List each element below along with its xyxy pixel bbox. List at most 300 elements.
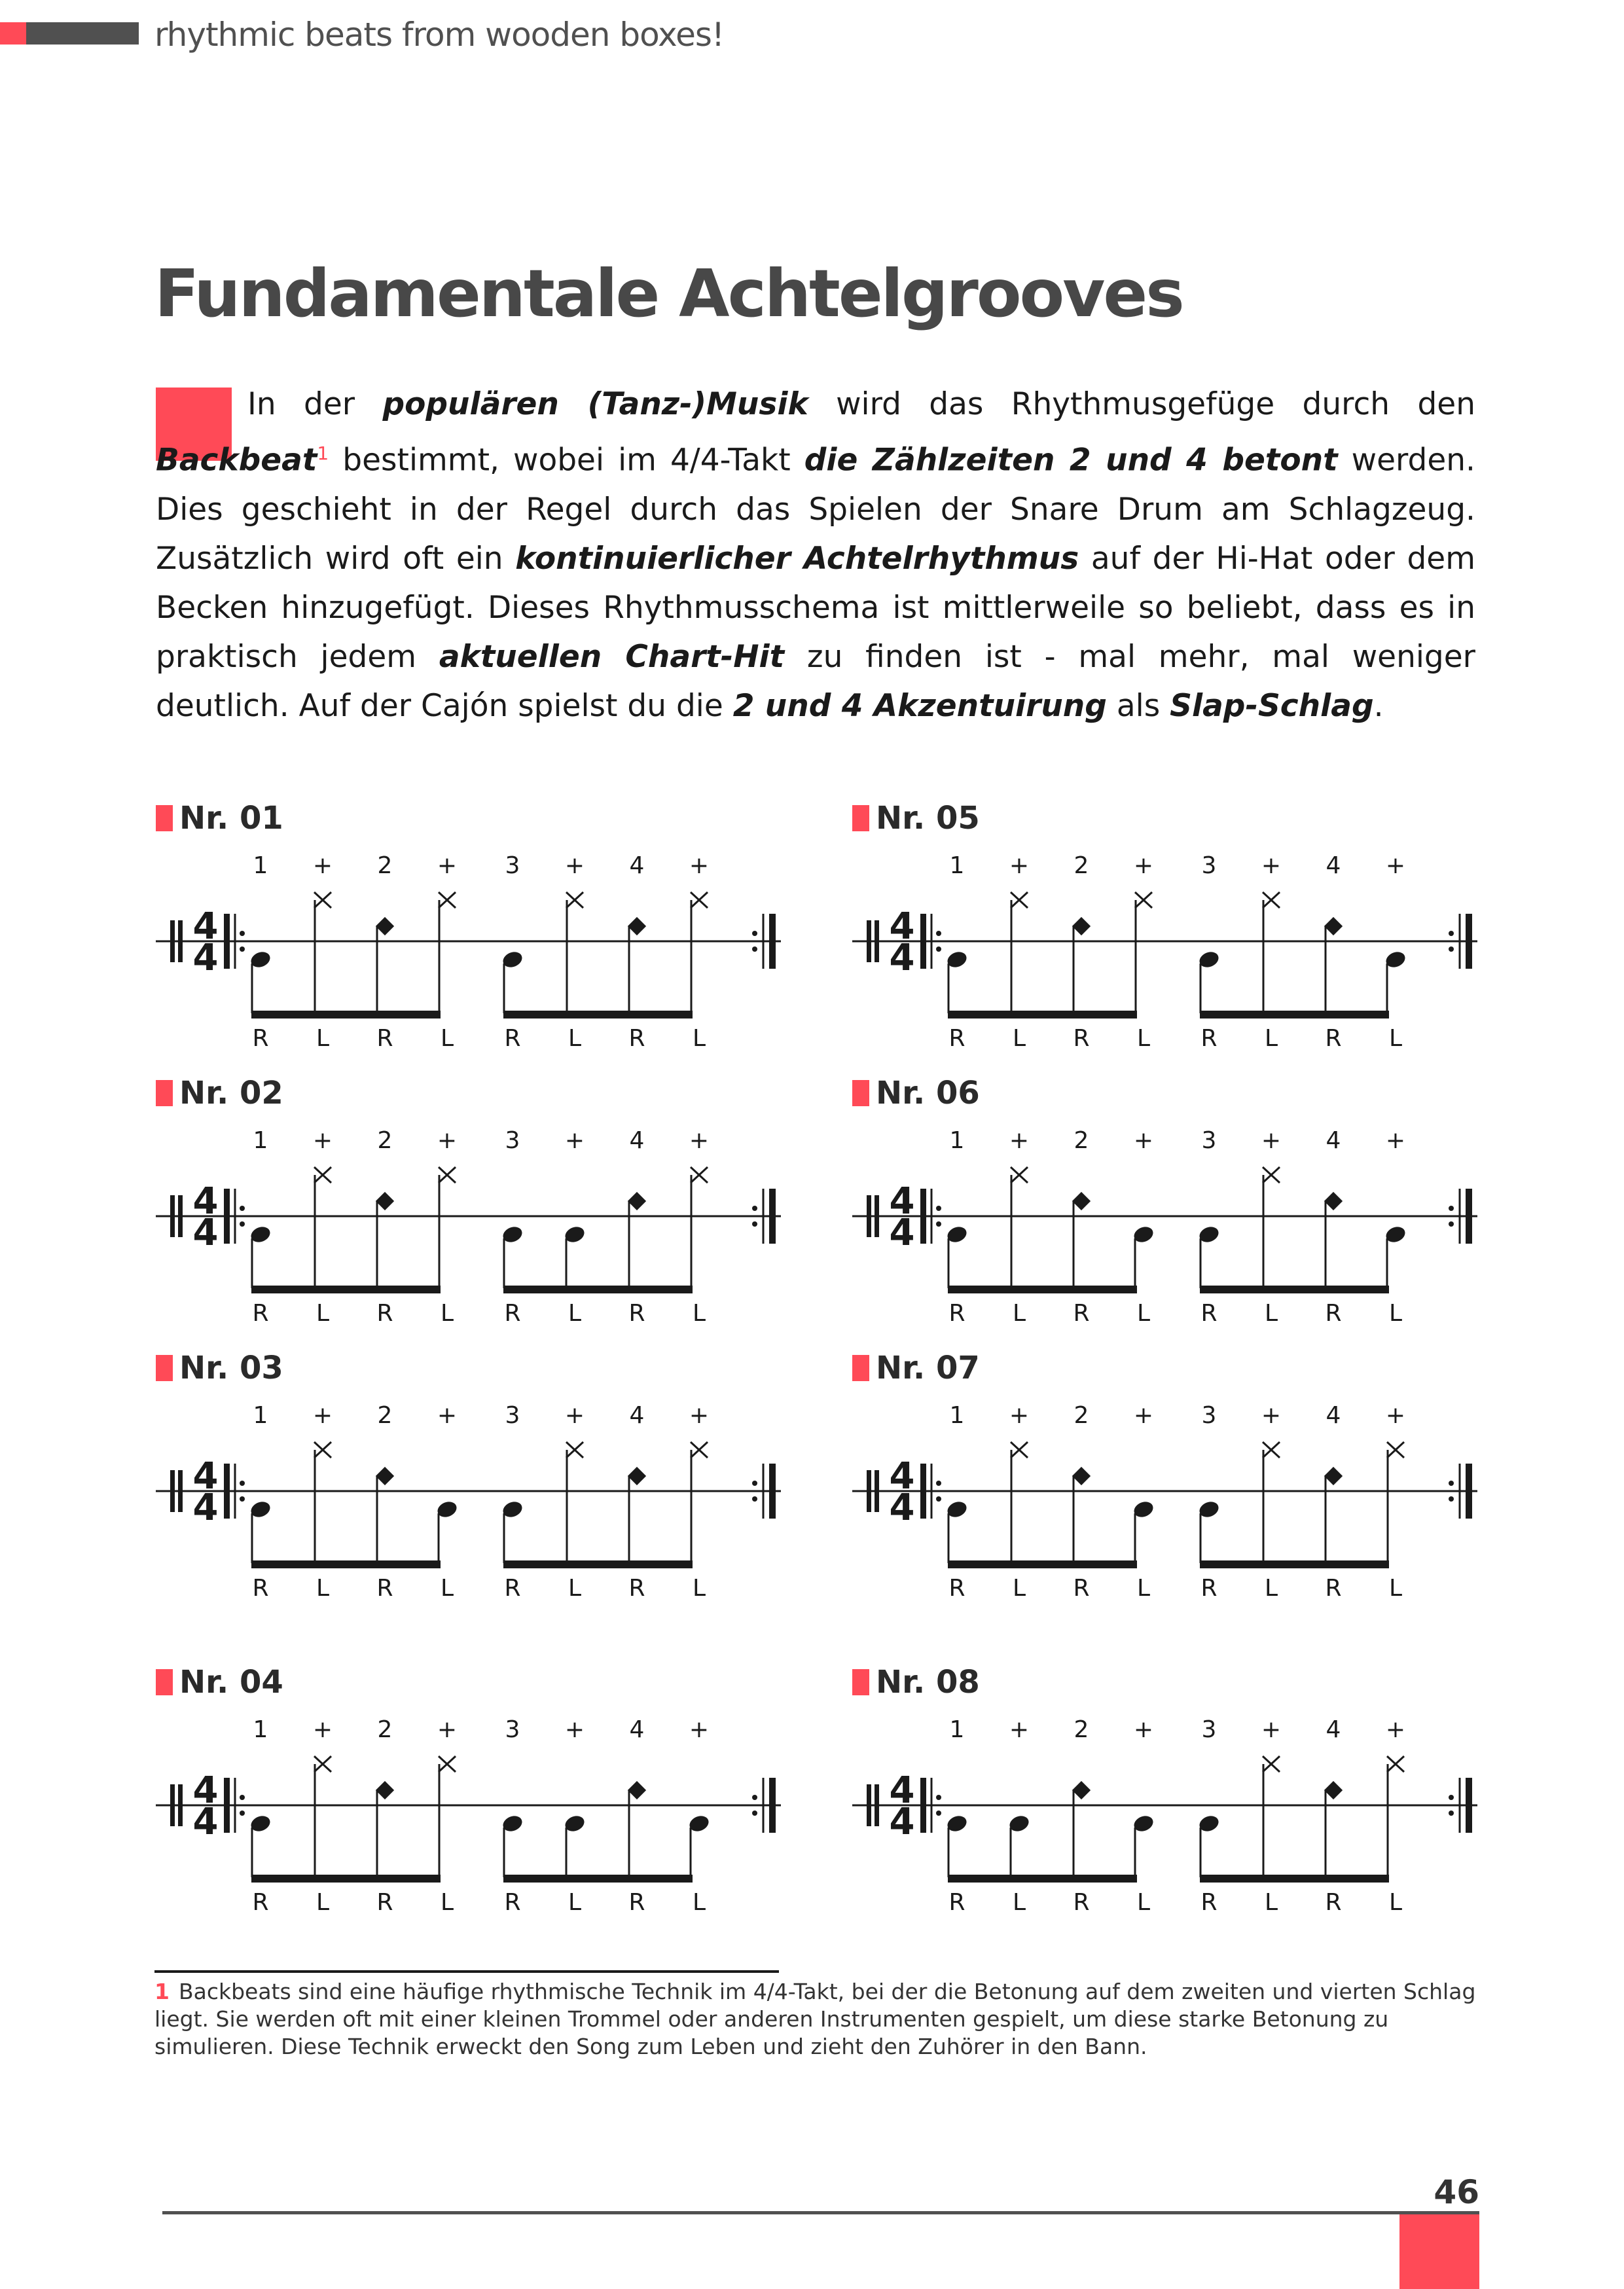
time-signature-top: 4 — [889, 1769, 915, 1812]
header-accent-bar — [0, 22, 26, 45]
slap-note — [628, 1781, 646, 1799]
sticking-label: R — [252, 1575, 269, 1602]
percussion-clef-bar — [178, 1470, 183, 1512]
count-label: 1 — [949, 1716, 965, 1743]
sticking-label: L — [1264, 1889, 1278, 1916]
sticking-label: L — [692, 1575, 706, 1602]
sticking-label: R — [1325, 1025, 1342, 1052]
count-label: 3 — [1201, 1716, 1217, 1743]
time-signature-bottom: 4 — [889, 1487, 915, 1529]
slap-note — [376, 1192, 394, 1210]
sticking-label: R — [252, 1025, 269, 1052]
exercise-label: Nr. 01 — [179, 800, 283, 837]
drum-staff — [156, 1714, 804, 1923]
slap-note — [376, 917, 394, 935]
repeat-dot — [936, 1221, 941, 1227]
count-label: 4 — [1326, 852, 1341, 879]
sticking-label: L — [440, 1889, 454, 1916]
sticking-label: L — [1012, 1025, 1026, 1052]
slap-note — [1324, 1467, 1343, 1485]
percussion-clef-bar — [875, 1195, 879, 1237]
repeat-start-thick — [920, 1778, 926, 1833]
beam — [1200, 1286, 1389, 1293]
repeat-end-thick — [1466, 1778, 1472, 1833]
sticking-label: L — [1264, 1300, 1278, 1327]
count-label: 4 — [1326, 1402, 1341, 1429]
slap-note — [1324, 1781, 1343, 1799]
count-label: + — [1385, 852, 1406, 879]
count-label: + — [1261, 1716, 1282, 1743]
repeat-dot — [1449, 1221, 1454, 1227]
count-label: + — [437, 1127, 458, 1154]
count-label: 1 — [949, 1127, 965, 1154]
repeat-dot — [1449, 946, 1454, 952]
repeat-end-thick — [769, 1189, 776, 1244]
page-title: Fundamentale Achtelgrooves — [154, 255, 1183, 332]
footnote-number: 1 — [154, 1979, 170, 2004]
intro-text: . — [1373, 687, 1384, 724]
exercise-header — [852, 1073, 980, 1113]
exercise-header — [156, 1663, 283, 1702]
slap-note — [1072, 917, 1091, 935]
exercise-marker — [852, 805, 869, 831]
exercise-header — [852, 799, 980, 838]
sticking-label: L — [1388, 1300, 1403, 1327]
count-label: 3 — [505, 1716, 520, 1743]
drum-staff — [156, 850, 804, 1059]
intro-emphasis: Slap-Schlag — [1170, 687, 1374, 724]
sticking-label: L — [1388, 1025, 1403, 1052]
exercise-label: Nr. 06 — [876, 1075, 980, 1111]
sticking-label: L — [1012, 1575, 1026, 1602]
count-label: 1 — [949, 852, 965, 879]
beam — [1200, 1011, 1389, 1018]
slap-note — [1324, 1192, 1343, 1210]
repeat-end-thick — [769, 1464, 776, 1519]
exercise-marker — [852, 1669, 869, 1695]
sticking-label: R — [504, 1300, 521, 1327]
time-signature-bottom: 4 — [889, 1801, 915, 1843]
count-label: 1 — [253, 1127, 268, 1154]
sticking-label: R — [1073, 1025, 1090, 1052]
repeat-dot — [752, 1221, 757, 1227]
repeat-dot — [936, 1206, 941, 1211]
percussion-clef-bar — [170, 1195, 175, 1237]
beam — [251, 1286, 441, 1293]
exercise-label: Nr. 02 — [179, 1075, 283, 1111]
sticking-label: L — [440, 1025, 454, 1052]
exercise-marker — [156, 1355, 173, 1381]
repeat-dot — [240, 931, 245, 936]
count-label: + — [564, 1716, 585, 1743]
count-label: 4 — [629, 1716, 645, 1743]
repeat-end-thick — [769, 1778, 776, 1833]
repeat-dot — [1449, 1481, 1454, 1486]
slap-note — [1072, 1781, 1091, 1799]
footnote-text: Backbeats sind eine häufige rhythmische Technik im 4/4-Takt, bei der die Betonung auf dem zweiten und vierten Schlag liegt. Sie werden oft mit einer kleinen Trommel oder anderen Instrumenten gespielt, um diese starke Betonung zu simulieren. Diese Technik erweckt den Song zum Leben und zieht den Zuhörer in den Bann. — [154, 1979, 1476, 2059]
slap-note — [628, 1467, 646, 1485]
sticking-label: L — [1388, 1889, 1403, 1916]
repeat-dot — [752, 1481, 757, 1486]
sticking-label: R — [1200, 1575, 1218, 1602]
count-label: + — [1261, 852, 1282, 879]
beam — [948, 1286, 1137, 1293]
exercise-marker — [852, 1355, 869, 1381]
intro-emphasis: populären (Tanz-)Musik — [382, 386, 808, 422]
footnote-marker: 1 — [317, 442, 329, 464]
count-label: + — [1133, 1716, 1154, 1743]
sticking-label: R — [504, 1025, 521, 1052]
sticking-label: L — [1136, 1575, 1151, 1602]
count-label: 1 — [253, 1402, 268, 1429]
repeat-dot — [936, 946, 941, 952]
time-signature-bottom: 4 — [889, 1212, 915, 1254]
exercise-marker — [156, 1080, 173, 1106]
count-label: + — [689, 1402, 710, 1429]
count-label: + — [689, 1127, 710, 1154]
beam — [251, 1875, 441, 1883]
time-signature-bottom: 4 — [192, 1801, 219, 1843]
repeat-end-thick — [1466, 914, 1472, 969]
count-label: 4 — [629, 1127, 645, 1154]
sticking-label: R — [1200, 1889, 1218, 1916]
repeat-start-thick — [224, 1464, 230, 1519]
count-label: + — [437, 1716, 458, 1743]
sticking-label: L — [1264, 1025, 1278, 1052]
count-label: + — [1385, 1716, 1406, 1743]
count-label: + — [689, 1716, 710, 1743]
sticking-label: L — [1012, 1889, 1026, 1916]
count-label: 3 — [1201, 1127, 1217, 1154]
sticking-label: L — [1012, 1300, 1026, 1327]
beam — [948, 1560, 1137, 1568]
count-label: 2 — [1074, 1402, 1089, 1429]
intro-text: bestimmt, wobei im 4/4-Takt — [329, 442, 804, 478]
repeat-end-thick — [1466, 1189, 1472, 1244]
sticking-label: R — [1073, 1889, 1090, 1916]
percussion-clef-bar — [178, 920, 183, 962]
sticking-label: R — [628, 1575, 645, 1602]
beam — [503, 1560, 693, 1568]
repeat-dot — [240, 1496, 245, 1502]
sticking-label: L — [316, 1300, 330, 1327]
exercise-header — [156, 1348, 283, 1388]
time-signature-top: 4 — [192, 1180, 219, 1223]
count-label: 3 — [505, 852, 520, 879]
footnote — [154, 1978, 1477, 2061]
sticking-label: L — [1388, 1575, 1403, 1602]
sticking-label: L — [568, 1889, 582, 1916]
time-signature-top: 4 — [192, 905, 219, 948]
sticking-label: R — [1325, 1300, 1342, 1327]
count-label: + — [437, 1402, 458, 1429]
repeat-dot — [240, 1795, 245, 1800]
repeat-dot — [240, 1481, 245, 1486]
repeat-end-thick — [1466, 1464, 1472, 1519]
slap-note — [1072, 1467, 1091, 1485]
sticking-label: R — [376, 1575, 393, 1602]
exercise-header — [852, 1663, 980, 1702]
count-label: + — [312, 1716, 333, 1743]
exercise-01 — [156, 799, 810, 1060]
repeat-start-thick — [920, 1189, 926, 1244]
percussion-clef-bar — [875, 920, 879, 962]
count-label: 1 — [253, 852, 268, 879]
exercise-header — [156, 799, 283, 838]
count-label: + — [564, 1402, 585, 1429]
sticking-label: R — [948, 1575, 965, 1602]
sticking-label: R — [376, 1889, 393, 1916]
repeat-dot — [1449, 1206, 1454, 1211]
sticking-label: R — [252, 1889, 269, 1916]
percussion-clef-bar — [875, 1470, 879, 1512]
repeat-dot — [240, 1221, 245, 1227]
repeat-dot — [936, 1481, 941, 1486]
repeat-dot — [752, 946, 757, 952]
sticking-label: L — [1136, 1025, 1151, 1052]
time-signature-bottom: 4 — [192, 937, 219, 979]
sticking-label: L — [440, 1300, 454, 1327]
count-label: + — [1385, 1127, 1406, 1154]
sticking-label: R — [948, 1300, 965, 1327]
percussion-clef-bar — [170, 920, 175, 962]
slap-note — [376, 1467, 394, 1485]
time-signature-top: 4 — [889, 905, 915, 948]
repeat-dot — [752, 1206, 757, 1211]
repeat-dot — [1449, 1811, 1454, 1816]
sticking-label: R — [628, 1300, 645, 1327]
sticking-label: L — [316, 1025, 330, 1052]
repeat-start-thick — [224, 914, 230, 969]
intro-emphasis: Backbeat — [156, 442, 317, 478]
count-label: 3 — [1201, 852, 1217, 879]
running-head: rhythmic beats from wooden boxes! — [154, 16, 725, 54]
percussion-clef-bar — [178, 1195, 183, 1237]
sticking-label: L — [692, 1025, 706, 1052]
drum-staff — [852, 1714, 1500, 1923]
percussion-clef-bar — [178, 1784, 183, 1826]
percussion-clef-bar — [875, 1784, 879, 1826]
beam — [503, 1875, 693, 1883]
repeat-dot — [936, 1496, 941, 1502]
count-label: + — [1133, 1127, 1154, 1154]
drum-staff — [852, 1125, 1500, 1334]
repeat-dot — [752, 931, 757, 936]
sticking-label: R — [1325, 1889, 1342, 1916]
time-signature-top: 4 — [192, 1455, 219, 1498]
time-signature-top: 4 — [192, 1769, 219, 1812]
beam — [948, 1875, 1137, 1883]
repeat-dot — [240, 1811, 245, 1816]
intro-text: als — [1106, 687, 1170, 724]
count-label: 2 — [1074, 1127, 1089, 1154]
exercise-header — [852, 1348, 980, 1388]
count-label: 2 — [1074, 1716, 1089, 1743]
exercise-05 — [852, 799, 1507, 1060]
slap-note — [1324, 917, 1343, 935]
count-label: 1 — [949, 1402, 965, 1429]
count-label: 2 — [377, 1716, 393, 1743]
repeat-dot — [752, 1811, 757, 1816]
sticking-label: L — [568, 1575, 582, 1602]
intro-emphasis: aktuellen Chart-Hit — [439, 638, 785, 675]
repeat-dot — [752, 1496, 757, 1502]
sticking-label: R — [628, 1889, 645, 1916]
sticking-label: L — [1136, 1889, 1151, 1916]
beam — [503, 1286, 693, 1293]
exercise-08 — [852, 1663, 1507, 1924]
count-label: + — [1009, 1127, 1030, 1154]
beam — [251, 1011, 441, 1018]
beam — [251, 1560, 441, 1568]
percussion-clef-bar — [867, 1784, 871, 1826]
count-label: 4 — [629, 1402, 645, 1429]
exercise-marker — [156, 805, 173, 831]
count-label: + — [564, 852, 585, 879]
drum-staff — [852, 1399, 1500, 1609]
count-label: + — [1133, 1402, 1154, 1429]
sticking-label: L — [568, 1300, 582, 1327]
slap-note — [628, 1192, 646, 1210]
count-label: + — [1261, 1127, 1282, 1154]
drum-staff — [156, 1399, 804, 1609]
header-gray-bar — [26, 22, 139, 45]
footer-rule — [162, 2211, 1479, 2214]
intro-text: werden. Dies geschieht in der Regel durch das Spielen der Snare Drum am Schlagzeug. Zusätzlich wird oft ein — [156, 442, 1475, 577]
time-signature-top: 4 — [889, 1455, 915, 1498]
count-label: + — [437, 852, 458, 879]
exercise-04 — [156, 1663, 810, 1924]
repeat-dot — [936, 1795, 941, 1800]
beam — [948, 1011, 1137, 1018]
percussion-clef-bar — [867, 1470, 871, 1512]
exercise-label: Nr. 07 — [876, 1350, 980, 1386]
percussion-clef-bar — [170, 1784, 175, 1826]
count-label: 2 — [377, 1402, 393, 1429]
count-label: 4 — [629, 852, 645, 879]
sticking-label: L — [692, 1300, 706, 1327]
beam — [503, 1011, 693, 1018]
intro-emphasis: die Zählzeiten 2 und 4 betont — [804, 442, 1338, 478]
time-signature-top: 4 — [889, 1180, 915, 1223]
repeat-dot — [1449, 1496, 1454, 1502]
repeat-dot — [936, 1811, 941, 1816]
exercise-label: Nr. 03 — [179, 1350, 283, 1386]
beam — [1200, 1560, 1389, 1568]
exercise-07 — [852, 1348, 1507, 1610]
repeat-start-thick — [920, 1464, 926, 1519]
count-label: 4 — [1326, 1127, 1341, 1154]
sticking-label: R — [1073, 1575, 1090, 1602]
intro-text: In der — [247, 386, 383, 422]
sticking-label: L — [316, 1575, 330, 1602]
intro-emphasis: kontinuierlicher Achtelrhythmus — [515, 540, 1079, 577]
sticking-label: R — [1073, 1300, 1090, 1327]
count-label: + — [1009, 1716, 1030, 1743]
count-label: + — [1385, 1402, 1406, 1429]
intro-text: zu finden ist - mal mehr, mal weniger deutlich. Auf der Cajón spielst du die — [156, 638, 1476, 724]
count-label: 3 — [505, 1127, 520, 1154]
sticking-label: R — [376, 1300, 393, 1327]
exercise-label: Nr. 05 — [876, 800, 980, 837]
page-number: 46 — [1434, 2173, 1479, 2211]
time-signature-bottom: 4 — [192, 1212, 219, 1254]
percussion-clef-bar — [170, 1470, 175, 1512]
intro-text: auf der Hi-Hat oder dem Becken hinzugefügt. Dieses Rhythmusschema ist mittlerweile so beliebt, dass es in praktisch jedem — [156, 540, 1475, 675]
count-label: 1 — [253, 1716, 268, 1743]
sticking-label: R — [1200, 1300, 1218, 1327]
time-signature-bottom: 4 — [889, 937, 915, 979]
count-label: 4 — [1326, 1716, 1341, 1743]
footer-accent-block — [1399, 2214, 1479, 2289]
time-signature-bottom: 4 — [192, 1487, 219, 1529]
repeat-dot — [240, 1206, 245, 1211]
percussion-clef-bar — [867, 1195, 871, 1237]
intro-paragraph — [156, 380, 1475, 730]
exercise-label: Nr. 04 — [179, 1664, 283, 1701]
sticking-label: L — [1264, 1575, 1278, 1602]
count-label: + — [564, 1127, 585, 1154]
sticking-label: L — [568, 1025, 582, 1052]
count-label: 2 — [1074, 852, 1089, 879]
exercise-header — [156, 1073, 283, 1113]
sticking-label: R — [1325, 1575, 1342, 1602]
count-label: + — [689, 852, 710, 879]
slap-note — [1072, 1192, 1091, 1210]
exercise-label: Nr. 08 — [876, 1664, 980, 1701]
exercise-03 — [156, 1348, 810, 1610]
sticking-label: L — [692, 1889, 706, 1916]
repeat-dot — [1449, 931, 1454, 936]
sticking-label: R — [1200, 1025, 1218, 1052]
repeat-dot — [240, 946, 245, 952]
repeat-start-thick — [224, 1189, 230, 1244]
sticking-label: R — [948, 1889, 965, 1916]
intro-emphasis: 2 und 4 Akzentuirung — [732, 687, 1107, 724]
beam — [1200, 1875, 1389, 1883]
sticking-label: L — [440, 1575, 454, 1602]
repeat-start-thick — [224, 1778, 230, 1833]
intro-text: wird das Rhythmusgefüge durch den — [808, 386, 1475, 422]
sticking-label: R — [504, 1575, 521, 1602]
repeat-start-thick — [920, 914, 926, 969]
slap-note — [376, 1781, 394, 1799]
sticking-label: L — [316, 1889, 330, 1916]
drum-staff — [852, 850, 1500, 1059]
sticking-label: R — [948, 1025, 965, 1052]
sticking-label: L — [1136, 1300, 1151, 1327]
sticking-label: R — [504, 1889, 521, 1916]
count-label: + — [1133, 852, 1154, 879]
exercise-02 — [156, 1073, 810, 1335]
repeat-dot — [1449, 1795, 1454, 1800]
repeat-dot — [752, 1795, 757, 1800]
percussion-clef-bar — [867, 920, 871, 962]
sticking-label: R — [628, 1025, 645, 1052]
exercise-06 — [852, 1073, 1507, 1335]
repeat-dot — [936, 931, 941, 936]
sticking-label: R — [376, 1025, 393, 1052]
drum-staff — [156, 1125, 804, 1334]
count-label: + — [312, 852, 333, 879]
count-label: + — [1009, 1402, 1030, 1429]
count-label: + — [1261, 1402, 1282, 1429]
count-label: 2 — [377, 852, 393, 879]
count-label: 3 — [505, 1402, 520, 1429]
slap-note — [628, 917, 646, 935]
sticking-label: R — [252, 1300, 269, 1327]
footnote-rule — [154, 1970, 779, 1973]
